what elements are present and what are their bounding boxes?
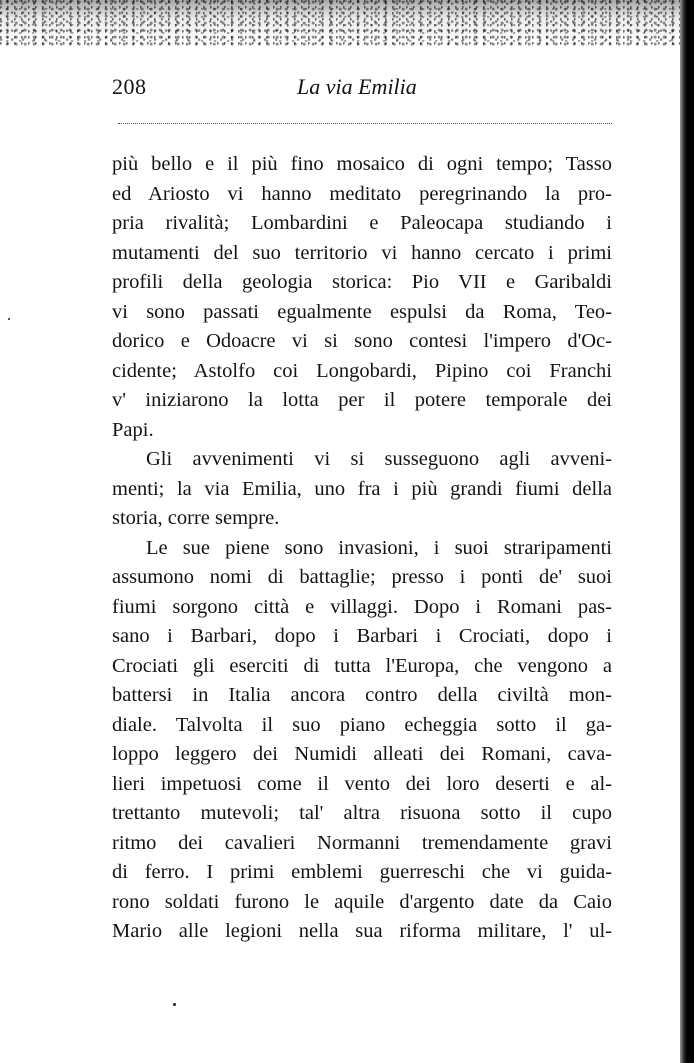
text-line: Mario alle legioni nella sua riforma militare, l' ul- [112,920,612,942]
text-line: assumono nomi di battaglie; presso i ponti de' suoi [112,566,612,588]
text-line: rono soldati furono le aquile d'argento date da Caio [112,890,612,913]
text-line: trettanto mutevoli; tal' altra risuona sotto il cupo [112,802,612,824]
text-line: menti; la via Emilia, uno fra i più grandi fiumi della [112,477,612,500]
text-line: Papi. [112,418,154,441]
running-title: La via Emilia [297,74,417,99]
scan-speck [8,318,10,320]
body-text [112,150,612,947]
text-line: diale. Talvolta il suo piano echeggia sotto il ga- [112,713,612,736]
text-line: v' iniziarono la lotta per il potere temporale dei [112,389,612,411]
text-line: storia, corre sempre. [112,507,280,529]
text-line: più bello e il più fino mosaico di ogni tempo; Tasso [112,153,612,175]
page-number: 208 [112,74,147,99]
text-line: battersi in Italia ancora contro della civiltà mon- [112,684,612,706]
text-line: loppo leggero dei Numidi alleati dei Romani, cava- [112,743,612,765]
text-line: Le sue piene sono invasioni, i suoi straripamenti [146,536,612,559]
text-line: sano i Barbari, dopo i Barbari i Crociati, dopo i [112,625,612,647]
text-line: fiumi sorgono città e villaggi. Dopo i Romani pas- [112,595,612,618]
text-line: cidente; Astolfo coi Longobardi, Pipino coi Franchi [112,359,612,382]
text-line: pria rivalità; Lombardini e Paleocapa studiando i [112,212,612,234]
scan-edge-top [0,0,694,46]
text-line: Crociati gli eserciti di tutta l'Europa, che vengono a [112,654,612,677]
text-line: Gli avvenimenti vi si susseguono agli avveni- [146,448,612,470]
text-line: mutamenti del suo territorio vi hanno cercato i primi [112,241,612,264]
text-line: lieri impetuosi come il vento dei loro deserti e al- [112,772,612,795]
text-line: di ferro. I primi emblemi guerreschi che vi guida- [112,861,612,883]
scan-speck [173,1003,176,1006]
header-rule [118,123,612,124]
text-line: vi sono passati egualmente espulsi da Roma, Teo- [112,300,612,323]
page-header [112,74,612,104]
text-line: ritmo dei cavalieri Normanni tremendamente gravi [112,831,612,854]
text-line: dorico e Odoacre vi si sono contesi l'impero d'Oc- [112,330,612,352]
scan-edge-right [680,0,694,1063]
text-line: ed Ariosto vi hanno meditato peregrinando la pro- [112,182,612,205]
text-line: profili della geologia storica: Pio VII e Garibaldi [112,271,612,293]
